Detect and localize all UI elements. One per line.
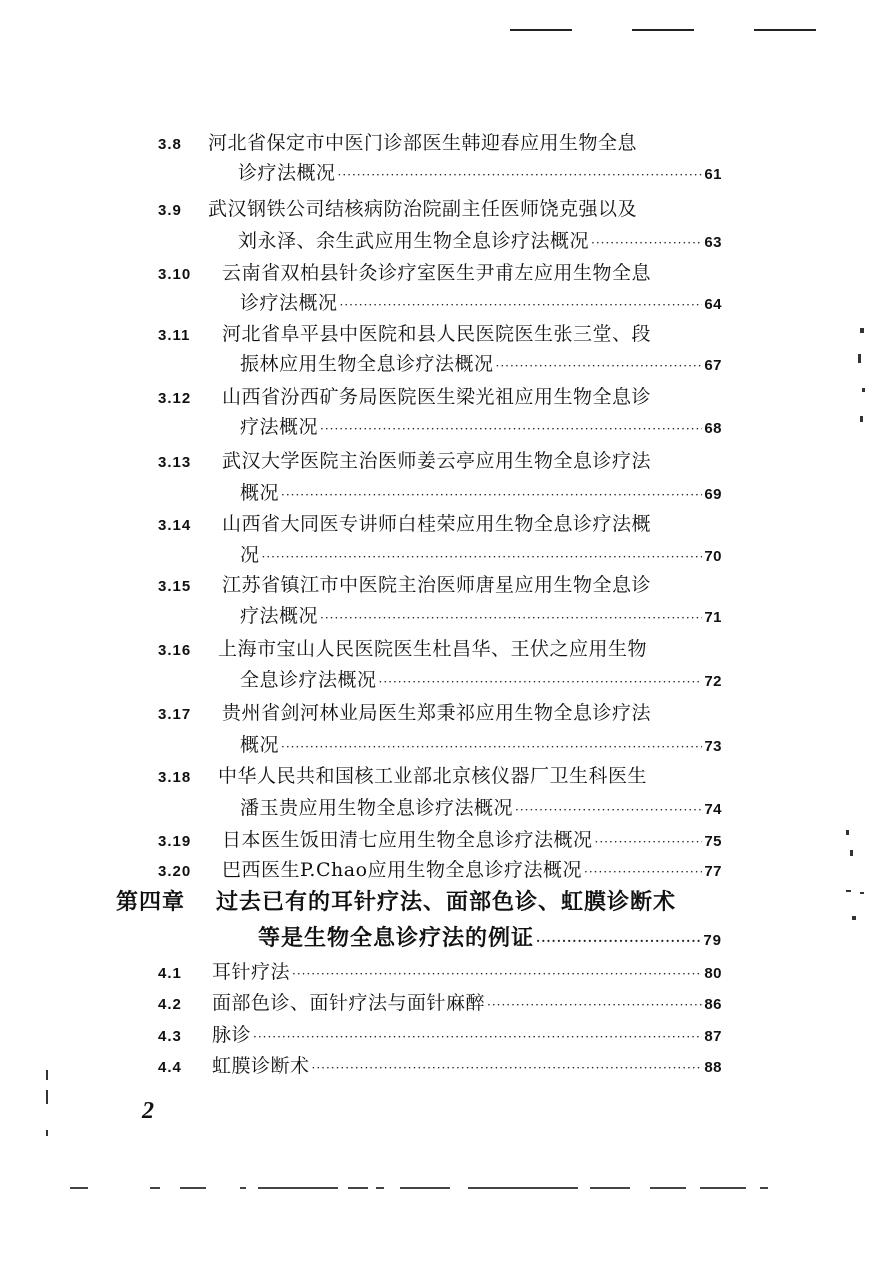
scan-line [258, 1187, 338, 1189]
entry-number: 3.20 [158, 863, 192, 880]
toc-entry [0, 858, 892, 884]
entry-title-line2: 诊疗法概况 [240, 292, 338, 314]
top-rule [510, 29, 572, 31]
leader-dots [584, 860, 702, 884]
toc-entry [0, 261, 892, 317]
entry-number: 3.8 [158, 136, 182, 153]
toc-entry [0, 197, 892, 253]
entry-number: 3.12 [158, 390, 192, 407]
leader-dots [320, 606, 702, 630]
entry-title-line1: 贵州省剑河林业局医生郑秉祁应用生物全息诊疗法 [222, 702, 652, 724]
scan-line [376, 1187, 384, 1189]
toc-section [0, 960, 892, 986]
entry-title-line2: 况 [240, 544, 260, 566]
entry-number: 3.16 [158, 642, 192, 659]
scan-speck [850, 850, 853, 856]
entry-title-line2: 潘玉贵应用生物全息诊疗法概况 [240, 797, 514, 819]
entry-title-line1: 云南省双柏县针灸诊疗室医生尹甫左应用生物全息 [222, 262, 652, 284]
chapter-title-line2: 等是生物全息诊疗法的例证 [258, 925, 535, 951]
leader-dots [379, 670, 703, 694]
entry-title: 脉诊 [212, 1024, 252, 1046]
leader-dots [487, 993, 702, 1017]
entry-number: 3.9 [158, 202, 182, 219]
page-ref: 71 [704, 609, 722, 626]
leader-dots [253, 1025, 702, 1049]
scan-speck [46, 1070, 48, 1080]
page-ref: 74 [704, 801, 722, 818]
page-ref: 70 [704, 548, 722, 565]
page-ref: 63 [704, 234, 722, 251]
toc-entry [0, 512, 892, 568]
entry-number: 3.14 [158, 517, 192, 534]
toc-section [0, 991, 892, 1017]
page-ref: 61 [704, 166, 722, 183]
entry-title-line1: 山西省大同医专讲师白桂荣应用生物全息诊疗法概 [222, 513, 652, 535]
page-ref: 69 [704, 486, 722, 503]
top-rule [754, 29, 816, 31]
scan-line [348, 1187, 368, 1189]
toc-section [0, 1023, 892, 1049]
scan-line [650, 1187, 686, 1189]
leader-dots [536, 929, 701, 953]
scan-speck [46, 1090, 48, 1104]
leader-dots [595, 830, 703, 854]
scan-line [70, 1187, 88, 1189]
leader-dots [292, 962, 702, 986]
entry-title-line1: 河北省保定市中医门诊部医生韩迎春应用生物全息 [208, 132, 638, 154]
scan-line [180, 1187, 206, 1189]
entry-title-line1: 上海市宝山人民医院医生杜昌华、王伏之应用生物 [218, 638, 648, 660]
page-ref: 68 [704, 420, 722, 437]
page-ref: 86 [704, 996, 722, 1013]
entry-title: 面部色诊、面针疗法与面针麻醉 [212, 992, 486, 1014]
entry-number: 3.10 [158, 266, 192, 283]
toc-entry [0, 322, 892, 378]
page-ref: 80 [704, 965, 722, 982]
entry-title-line1: 河北省阜平县中医院和县人民医院医生张三堂、段 [222, 323, 652, 345]
scan-line [700, 1187, 746, 1189]
scan-speck [860, 892, 864, 894]
entry-title: 虹膜诊断术 [212, 1055, 310, 1077]
scan-speck [852, 916, 856, 920]
entry-number: 4.1 [158, 965, 182, 982]
entry-title-line1: 武汉大学医院主治医师姜云亭应用生物全息诊疗法 [222, 450, 652, 472]
scan-line [400, 1187, 450, 1189]
leader-dots [281, 735, 702, 759]
toc-entry [0, 828, 892, 854]
toc-entry [0, 131, 892, 187]
toc-entry [0, 701, 892, 757]
toc-entry [0, 637, 892, 693]
chapter-label: 第四章 [116, 889, 186, 915]
entry-number: 3.18 [158, 769, 192, 786]
page-ref: 79 [703, 932, 722, 949]
entry-title-line1: 中华人民共和国核工业部北京核仪器厂卫生科医生 [218, 765, 648, 787]
leader-dots [496, 354, 703, 378]
chapter-heading [0, 890, 892, 960]
toc-entry [0, 764, 892, 820]
toc-entry [0, 385, 892, 441]
scan-speck [46, 1130, 48, 1136]
scan-speck [846, 830, 849, 835]
scan-speck [846, 890, 851, 892]
toc-entry [0, 573, 892, 629]
entry-title: 巴西医生P.Chao应用生物全息诊疗法概况 [222, 859, 583, 881]
scan-line [590, 1187, 630, 1189]
scan-speck [860, 416, 863, 422]
scan-line [760, 1187, 768, 1189]
page-number: 2 [142, 1098, 154, 1124]
entry-number: 3.17 [158, 706, 192, 723]
leader-dots [312, 1056, 703, 1080]
leader-dots [340, 293, 703, 317]
scan-line [240, 1187, 246, 1189]
entry-title-line2: 刘永泽、余生武应用生物全息诊疗法概况 [238, 230, 590, 252]
leader-dots [338, 163, 703, 187]
entry-title-line1: 武汉钢铁公司结核病防治院副主任医师饶克强以及 [208, 198, 638, 220]
scan-line [468, 1187, 578, 1189]
entry-number: 4.4 [158, 1059, 182, 1076]
entry-title: 日本医生饭田清七应用生物全息诊疗法概况 [222, 829, 593, 851]
scan-speck [860, 328, 864, 333]
leader-dots [591, 231, 702, 255]
scan-speck [862, 388, 865, 392]
scan-line [150, 1187, 160, 1189]
entry-number: 4.2 [158, 996, 182, 1013]
chapter-title-line1: 过去已有的耳针疗法、面部色诊、虹膜诊断术 [216, 889, 677, 915]
leader-dots [515, 798, 702, 822]
entry-number: 3.13 [158, 454, 192, 471]
entry-title-line2: 振林应用生物全息诊疗法概况 [240, 353, 494, 375]
page-ref: 77 [704, 863, 722, 880]
toc-section [0, 1054, 892, 1080]
page-ref: 64 [704, 296, 722, 313]
leader-dots [262, 545, 703, 569]
page-ref: 73 [704, 738, 722, 755]
toc-entry [0, 449, 892, 505]
page-ref: 87 [704, 1028, 722, 1045]
entry-title-line2: 概况 [240, 482, 280, 504]
entry-number: 3.19 [158, 833, 192, 850]
entry-title-line2: 诊疗法概况 [238, 162, 336, 184]
page-ref: 67 [704, 357, 722, 374]
page-ref: 75 [704, 833, 722, 850]
entry-number: 3.15 [158, 578, 192, 595]
leader-dots [281, 483, 702, 507]
entry-title-line1: 江苏省镇江市中医院主治医师唐星应用生物全息诊 [222, 574, 652, 596]
entry-number: 3.11 [158, 327, 191, 344]
entry-number: 4.3 [158, 1028, 182, 1045]
leader-dots [320, 417, 702, 441]
scan-speck [858, 354, 861, 363]
entry-title-line1: 山西省汾西矿务局医院医生梁光祖应用生物全息诊 [222, 386, 652, 408]
entry-title: 耳针疗法 [212, 961, 291, 983]
entry-title-line2: 疗法概况 [240, 605, 319, 627]
page-ref: 88 [704, 1059, 722, 1076]
entry-title-line2: 概况 [240, 734, 280, 756]
entry-title-line2: 疗法概况 [240, 416, 319, 438]
page-ref: 72 [704, 673, 722, 690]
top-rule [632, 29, 694, 31]
entry-title-line2: 全息诊疗法概况 [240, 669, 377, 691]
